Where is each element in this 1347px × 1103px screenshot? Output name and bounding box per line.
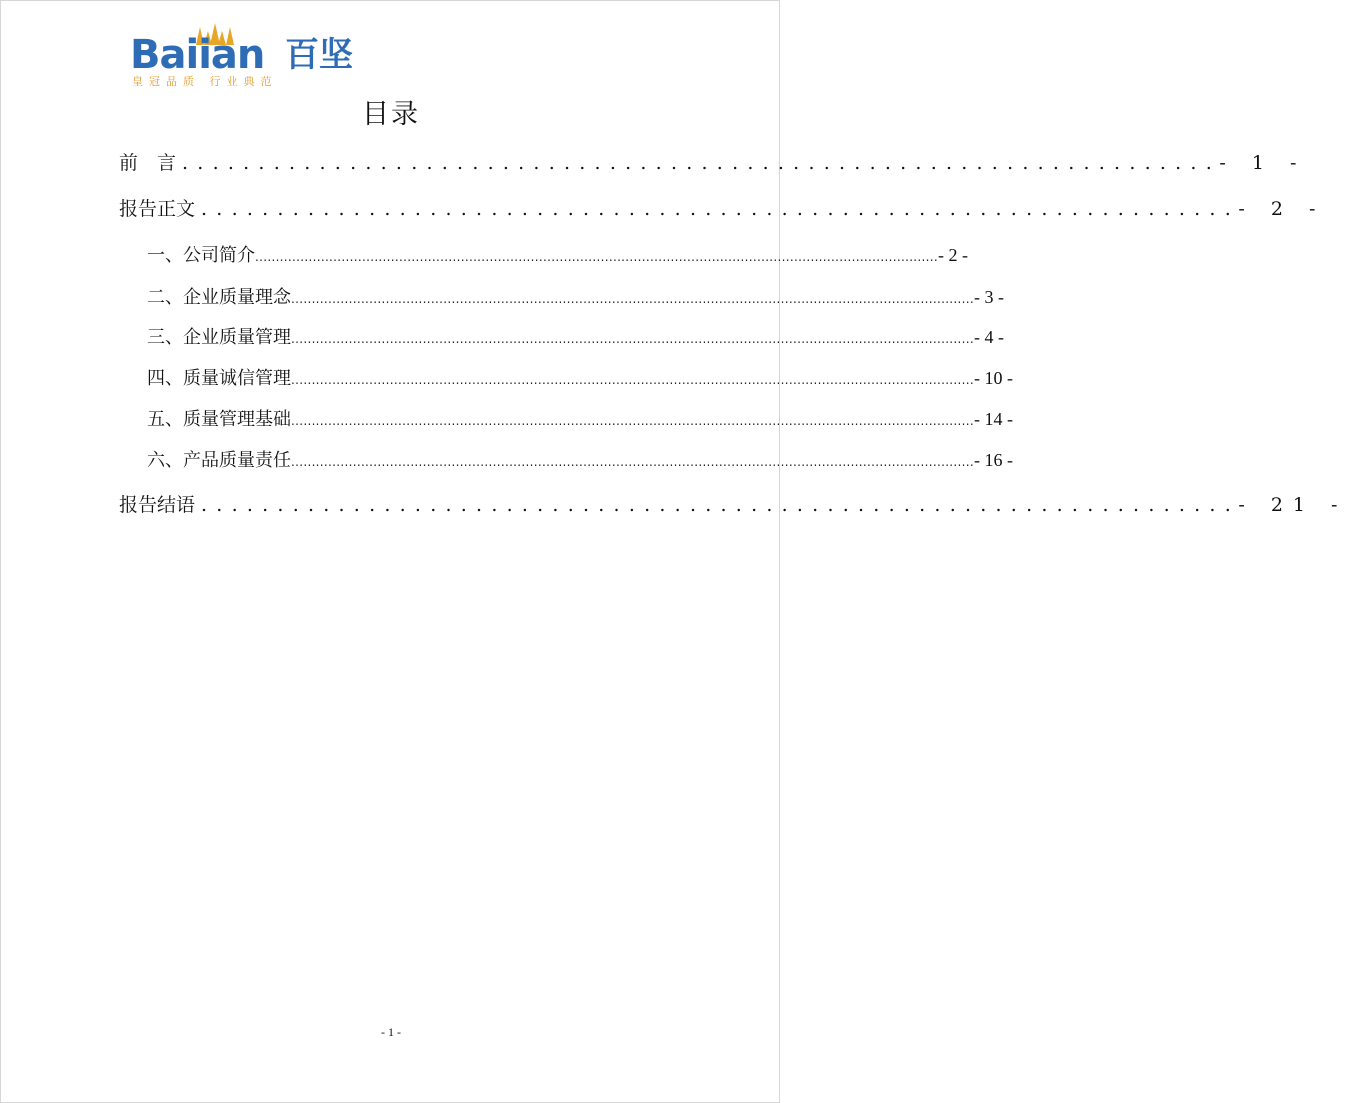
toc-entry-report-body[interactable] — [119, 196, 1326, 222]
toc-dot-leader — [255, 244, 938, 269]
toc-entry-label: 五、质量管理基础 — [147, 409, 291, 430]
toc-entry-label: 二、企业质量理念 — [147, 287, 291, 308]
toc-entry-label: 三、企业质量管理 — [147, 327, 291, 348]
page-footer-number: - 1 - — [381, 1025, 401, 1039]
toc-entry-conclusion[interactable] — [119, 492, 1347, 518]
company-logo — [130, 21, 360, 91]
toc-entry-label: 报告正文 — [119, 198, 196, 220]
toc-dot-leader — [291, 449, 974, 474]
toc-page-number: - 2 - — [938, 245, 968, 265]
toc-title: 目录 — [362, 99, 420, 130]
logo-slogan: 皇冠品质 行业典范 — [132, 75, 278, 88]
toc-dot-leader — [291, 326, 974, 351]
toc-page-number: - 1 - — [1219, 152, 1307, 174]
toc-page-number: - 2 - — [1238, 198, 1326, 220]
toc-entry-product-responsibility[interactable] — [147, 448, 1013, 474]
toc-entry-label: 前 言 — [119, 152, 177, 174]
logo-wordmark: Baiian — [130, 32, 265, 78]
toc-page-number: - 16 - — [974, 450, 1013, 470]
toc-entry-quality-management[interactable] — [147, 325, 1004, 351]
toc-entry-quality-philosophy[interactable] — [147, 285, 1004, 311]
toc-entry-management-basics[interactable] — [147, 407, 1013, 433]
toc-entry-integrity-management[interactable] — [147, 366, 1013, 392]
toc-page-number: - 14 - — [974, 409, 1013, 429]
toc-dot-leader — [291, 286, 974, 311]
toc-page-number: - 4 - — [974, 327, 1004, 347]
toc-entry-label: 六、产品质量责任 — [147, 450, 291, 471]
toc-entry-label: 一、公司简介 — [147, 245, 255, 266]
toc-page-number: - 3 - — [974, 287, 1004, 307]
toc-entry-label: 报告结语 — [119, 494, 196, 516]
toc-dot-leader — [195, 196, 1238, 222]
toc-dot-leader — [291, 367, 974, 392]
toc-dot-leader — [176, 150, 1219, 176]
toc-entry-company-intro[interactable] — [147, 243, 968, 269]
toc-page-number: - 10 - — [974, 368, 1013, 388]
toc-dot-leader — [291, 408, 974, 433]
toc-dot-leader — [195, 492, 1238, 518]
logo-chinese-name: 百坚 — [285, 35, 353, 75]
toc-page-number: - 21 - — [1238, 494, 1347, 516]
toc-entry-label: 四、质量诚信管理 — [147, 368, 291, 389]
toc-entry-foreword[interactable] — [119, 150, 1307, 176]
